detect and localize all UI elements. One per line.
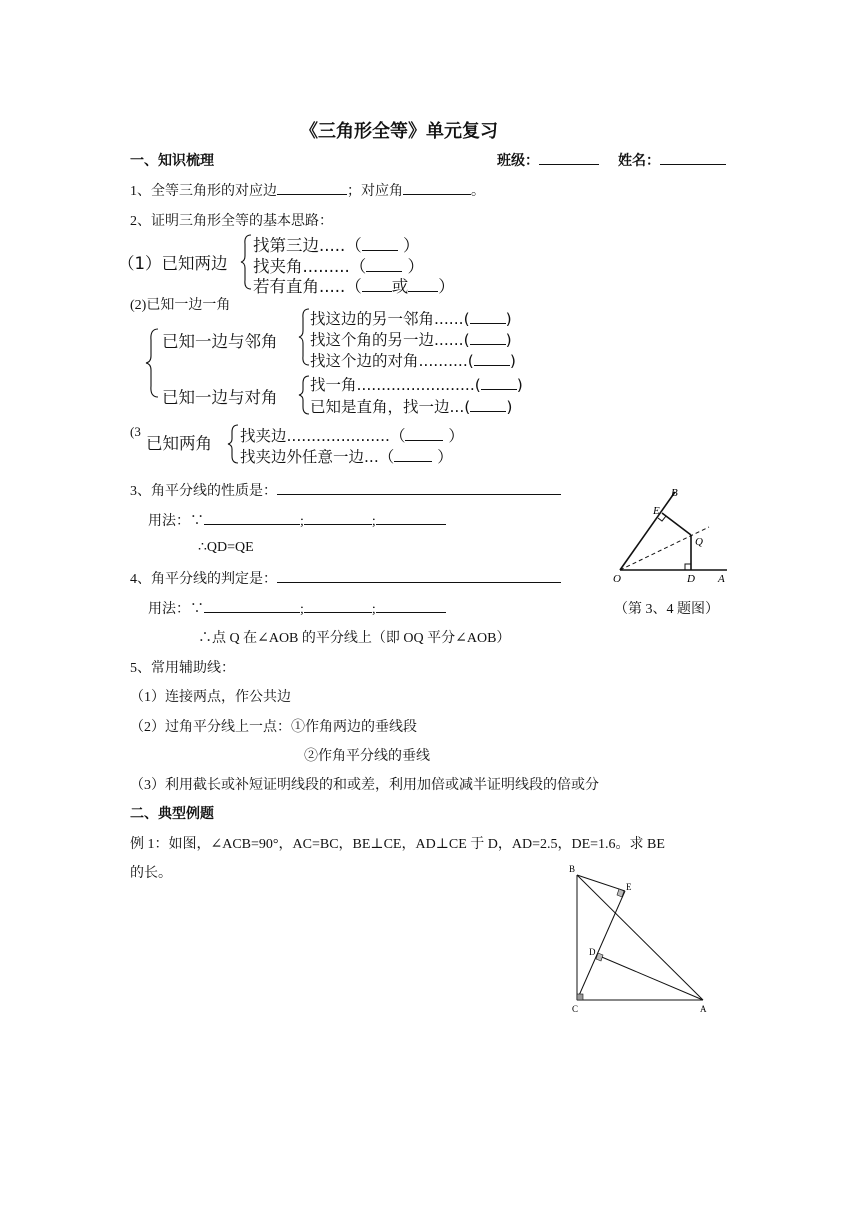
case-3-label: 已知两角	[146, 434, 212, 453]
item-4-usage-blank-1	[204, 600, 300, 613]
case-2-g1-item-1-close: )	[505, 310, 512, 328]
item-5: 5、常用辅助线：	[130, 661, 235, 676]
name-label: 姓名：	[618, 154, 660, 169]
case-2-group-2-label: 已知一边与对角	[162, 388, 278, 407]
item-1-blank-b	[403, 182, 471, 195]
item-3-sep-1: ;	[300, 514, 304, 529]
case-2-g1-item-1-blank	[470, 311, 506, 324]
fig2-segment-be	[577, 875, 625, 891]
fig1-ray-ob	[620, 492, 675, 570]
case-2-group-1-brace	[298, 308, 310, 366]
fig2-segment-ba	[577, 875, 703, 1000]
case-2-g2-item-2	[310, 395, 512, 417]
name-field	[618, 150, 726, 170]
class-label: 班级：	[497, 154, 539, 169]
fig1-bisector	[620, 527, 709, 570]
class-blank	[539, 152, 599, 165]
item-4-usage-label: 用法：∵	[148, 602, 204, 617]
case-1-line-2-text: 找夹角.........（	[253, 257, 367, 276]
fig1-label-d: D	[687, 573, 695, 585]
class-field	[497, 150, 599, 170]
item-1-text-c: 。	[471, 184, 485, 199]
aux-2a: （2）过角平分线上一点：①作角两边的垂线段	[130, 720, 417, 735]
fig2-label-d: D	[589, 947, 596, 957]
case-2-g2-item-1-close: )	[516, 376, 523, 394]
case-1-label: （1）已知两边	[118, 254, 228, 273]
example-1-line-2: 的长。	[130, 866, 172, 881]
case-2-g1-item-3	[310, 349, 516, 371]
item-4	[130, 568, 561, 588]
case-2-g2-item-2-text: 已知是直角，找一边...(	[310, 398, 471, 416]
fig2-right-angle-c	[577, 994, 583, 1000]
fig1-label-q: Q	[695, 536, 703, 548]
item-1-text-b: ；对应角	[347, 184, 403, 199]
case-3-number: (3	[130, 424, 141, 439]
case-2-g2-item-1-blank	[481, 377, 517, 390]
case-1-line-1-blank	[362, 238, 398, 251]
case-3-line-1	[240, 424, 464, 446]
case-2-g1-item-2	[310, 328, 512, 350]
case-1-line-1-close: ）	[402, 236, 420, 255]
case-2-g2-item-2-blank	[470, 399, 506, 412]
item-3-usage-label: 用法：∵	[148, 514, 204, 529]
case-1-brace	[240, 234, 252, 290]
section-heading-examples: 二、典型例题	[130, 807, 214, 822]
item-4-sep-2: ;	[371, 602, 376, 617]
case-2-g2-item-1-text: 找一角........................(	[310, 376, 481, 394]
case-1-line-3-close: ）	[438, 277, 455, 296]
case-2-g2-item-1	[310, 373, 523, 395]
case-1-line-3-blank-a	[362, 279, 392, 292]
item-3-blank	[277, 482, 561, 495]
case-2-g1-item-3-text: 找这个边的对角..........(	[310, 352, 474, 370]
aux-3: （3）利用截长或补短证明线段的和或差，利用加倍或减半证明线段的倍或分	[130, 778, 599, 793]
case-1-line-2-close: ）	[407, 257, 424, 276]
item-4-usage-blank-3	[376, 600, 446, 613]
case-2-g1-item-3-blank	[474, 353, 510, 366]
case-3-line-1-close: ）	[448, 427, 464, 445]
case-2-label: (2)已知一边一角	[130, 298, 231, 313]
fig2-label-b: B	[569, 864, 576, 874]
item-3-usage	[148, 510, 446, 530]
name-blank	[660, 152, 726, 165]
fig1-label-a: A	[718, 573, 725, 585]
case-2-g1-item-1	[310, 307, 512, 329]
case-1-line-3-text: 若有直角.....（	[253, 277, 362, 296]
fig2-segment-ce	[577, 891, 625, 1000]
case-1-line-1-text: 找第三边.....（	[253, 236, 362, 255]
case-3-line-2-close: ）	[437, 448, 453, 466]
section-heading-knowledge: 一、知识梳理	[130, 154, 214, 169]
example-1-line-1: 例 1：如图，∠ACB=90°，AC=BC，BE⊥CE，AD⊥CE 于 D，AD=2.5，DE=1.6。求 BE	[130, 837, 665, 852]
item-4-usage-blank-2	[304, 600, 372, 613]
fig1-right-angle-d	[685, 564, 691, 570]
item-4-text: 4、角平分线的判定是：	[130, 572, 277, 587]
case-2-g1-item-2-blank	[470, 332, 506, 345]
fig2-label-c: C	[572, 1004, 579, 1014]
case-3-line-1-text: 找夹边.....................（	[240, 427, 406, 445]
case-2-outer-brace	[145, 328, 159, 398]
item-1-text-a: 1、全等三角形的对应边	[130, 184, 277, 199]
fig1-label-b: B	[671, 487, 678, 499]
case-3-line-2	[240, 445, 453, 467]
case-2-g1-item-1-text: 找这边的另一邻角......(	[310, 310, 470, 328]
item-3-usage-blank-1	[204, 512, 300, 525]
item-2: 2、证明三角形全等的基本思路：	[130, 214, 333, 229]
item-1	[130, 180, 485, 200]
case-1-line-2-blank	[366, 259, 402, 272]
angle-bisector-figure	[605, 482, 735, 586]
item-3-usage-blank-3	[376, 512, 446, 525]
item-1-blank-a	[277, 182, 347, 195]
case-3-line-1-blank	[405, 428, 443, 441]
item-4-conclusion: ∴点 Q 在∠AOB 的平分线上（即 OQ 平分∠AOB）	[198, 631, 511, 646]
fig2-label-e: E	[626, 882, 632, 892]
item-3-usage-blank-2	[304, 512, 372, 525]
page-title: 《三角形全等》单元复习	[300, 121, 498, 141]
case-3-line-2-blank	[394, 449, 432, 462]
item-3-sep-2: ;	[371, 514, 376, 529]
item-3	[130, 480, 561, 500]
item-3-conclusion: ∴QD=QE	[198, 540, 254, 555]
fig1-label-o: O	[613, 573, 621, 585]
case-2-g2-item-2-close: )	[506, 398, 513, 416]
fig2-segment-ad	[597, 955, 703, 1000]
case-1-line-3-blank-b	[408, 279, 438, 292]
case-2-g1-item-2-close: )	[505, 331, 512, 349]
item-4-sep-1: ;	[300, 602, 304, 617]
item-4-usage	[148, 598, 446, 618]
aux-2b: ②作角平分线的垂线	[304, 749, 430, 764]
case-1-line-3	[253, 273, 455, 297]
fig2-label-a: A	[700, 1004, 707, 1014]
figure-caption: （第 3、4 题图）	[614, 602, 719, 617]
case-2-group-2-brace	[298, 375, 310, 415]
case-3-brace	[227, 424, 239, 464]
item-4-blank	[277, 570, 561, 583]
item-3-text: 3、角平分线的性质是：	[130, 484, 277, 499]
fig1-label-e: E	[653, 505, 660, 517]
case-2-group-1-label: 已知一边与邻角	[162, 332, 278, 351]
case-2-g1-item-2-text: 找这个角的另一边......(	[310, 331, 470, 349]
case-1-line-3-or: 或	[391, 277, 409, 296]
case-2-g1-item-3-close: )	[509, 352, 516, 370]
aux-1: （1）连接两点，作公共边	[130, 690, 291, 705]
case-3-line-2-text: 找夹边外任意一边...（	[240, 448, 395, 466]
example-1-figure	[560, 860, 720, 1020]
